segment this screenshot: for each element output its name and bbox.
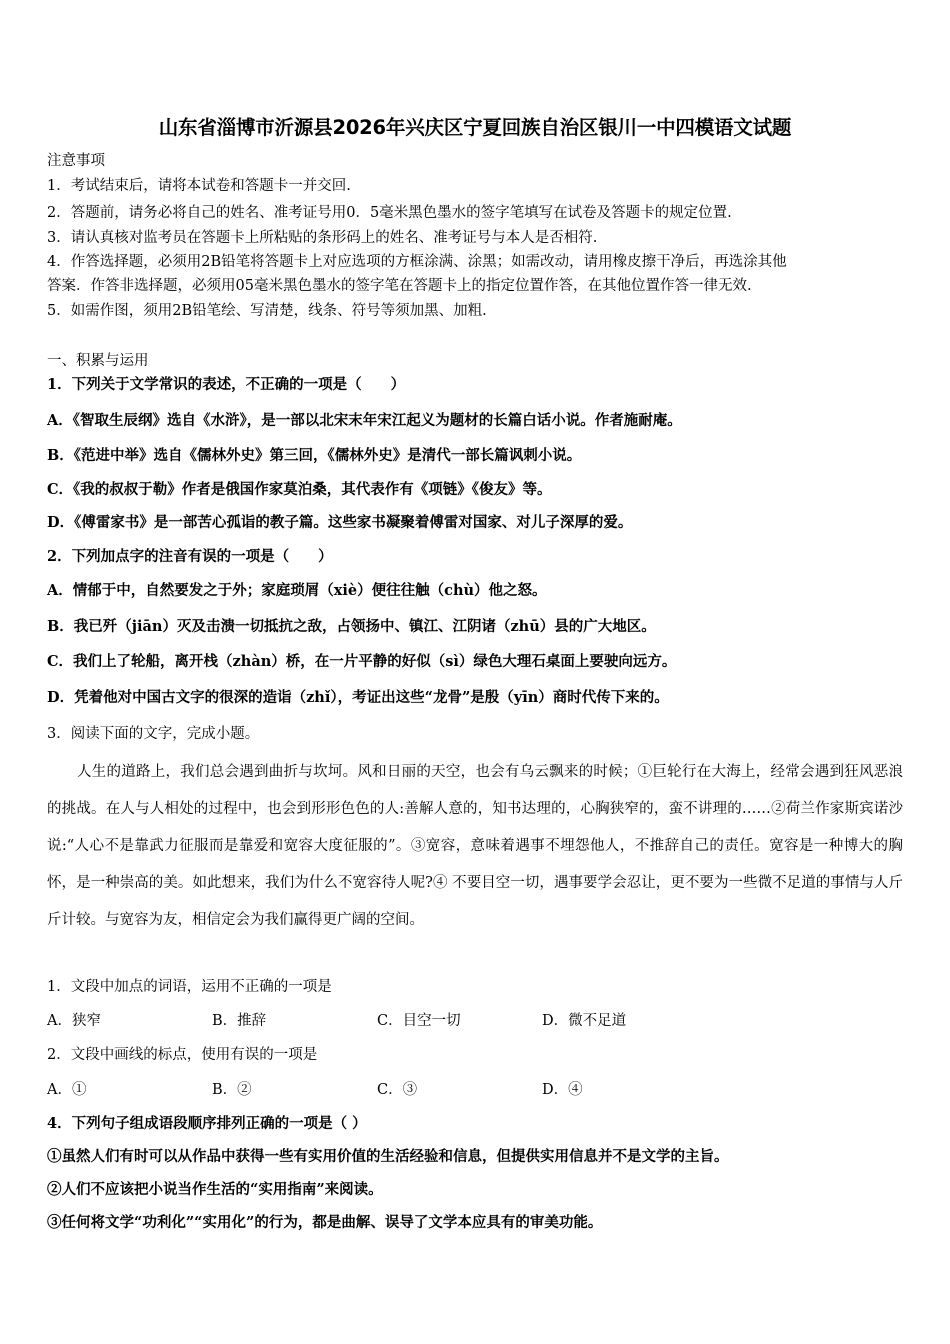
q2-option-d: D．凭着他对中国古文字的很深的造诣（zhǐ），考证出这些“龙骨”是殷（yīn）商时代传下来的。 — [47, 689, 669, 706]
notice-item-2: 2．答题前，请务必将自己的姓名、准考证号用0．5毫米黑色墨水的签字笔填写在试卷及答题卡的规定位置. — [47, 205, 732, 221]
q3-sub1-option-c: C．目空一切 — [377, 1013, 461, 1029]
notice-heading: 注意事项 — [47, 153, 105, 169]
notice-item-3: 3．请认真核对监考员在答题卡上所粘贴的条形码上的姓名、准考证号与本人是否相符. — [47, 230, 598, 246]
q3-sub2-option-a: A．① — [47, 1082, 87, 1098]
q1-option-a: A．《智取生辰纲》选自《水浒》，是一部以北宋末年宋江起义为题材的长篇白话小说。作者施耐庵。 — [47, 412, 682, 429]
q1-option-d: D．《傅雷家书》是一部苦心孤诣的教子篇。这些家书凝聚着傅雷对国家、对儿子深厚的爱。 — [47, 514, 633, 531]
notice-item-4: 4．作答选择题，必须用2B铅笔将答题卡上对应选项的方框涂满、涂黑；如需改动，请用橡皮擦干净后，再选涂其他 — [47, 254, 787, 270]
q3-sub2-option-d: D．④ — [542, 1082, 583, 1098]
q3-passage: 人生的道路上，我们总会遇到曲折与坎坷。风和日丽的天空，也会有乌云飘来的时候；①巨轮行在大海上，经常会遇到狂风恶浪的挑战。在人与人相处的过程中，也会到形形色色的人:善解人意的，知书达理的，心胸狭窄的，蛮不讲理的……②荷兰作家斯宾诺沙说:“人心不是靠武力征服而是靠爱和宽容大度征服的”。③宽容，意味着遇事不埋怨他人，不推辞自己的责任。宽容是一种博大的胸怀，是一种崇高的美。如此想来，我们为什么不宽容待人呢?④ 不要目空一切，遇事要学会忍让，更不要为一些微不足道的事情与人斤斤计较。与宽容为友，相信定会为我们赢得更广阔的空间。 — [47, 764, 903, 928]
q3-sub2-option-c: C．③ — [377, 1082, 418, 1098]
q1-option-b: B．《范进中举》选自《儒林外史》第三回，《儒林外史》是清代一部长篇讽刺小说。 — [47, 447, 582, 464]
notice-item-4-cont: 答案．作答非选择题，必须用05毫米黑色墨水的签字笔在答题卡上的指定位置作答，在其他位置作答一律无效. — [47, 278, 752, 294]
q2-option-a: A．情郁于中，自然要发之于外；家庭琐屑（xiè）便往往触（chù）他之怒。 — [47, 582, 547, 599]
q3-stem: 3．阅读下面的文字，完成小题。 — [47, 726, 260, 742]
q1-stem: 1．下列关于文学常识的表述，不正确的一项是（ ） — [47, 376, 406, 393]
exam-title: 山东省淄博市沂源县2026年兴庆区宁夏回族自治区银川一中四模语文试题 — [158, 116, 792, 139]
q3-sub1-option-d: D．微不足道 — [542, 1013, 627, 1029]
section-heading: 一、积累与运用 — [47, 353, 149, 369]
q2-option-c: C．我们上了轮船，离开栈（zhàn）桥，在一片平静的好似（sì）绿色大理石桌面上要驶向远方。 — [47, 653, 677, 670]
q3-sub1-option-b: B．推辞 — [212, 1013, 267, 1029]
q4-sentence-3: ③任何将文学“功利化”“实用化”的行为，都是曲解、误导了文学本应具有的审美功能。 — [47, 1214, 603, 1231]
q3-sub1-stem: 1．文段中加点的词语，运用不正确的一项是 — [47, 979, 332, 995]
q3-sub2-stem: 2．文段中画线的标点，使用有误的一项是 — [47, 1047, 318, 1063]
q1-option-c: C．《我的叔叔于勒》作者是俄国作家莫泊桑，其代表作有《项链》《俊友》等。 — [47, 481, 552, 498]
notice-item-5: 5．如需作图，须用2B铅笔绘、写清楚，线条、符号等须加黑、加粗. — [47, 303, 487, 319]
notice-item-1: 1．考试结束后，请将本试卷和答题卡一并交回. — [47, 178, 351, 194]
q3-sub1-option-a: A．狭窄 — [47, 1013, 101, 1029]
q2-option-b: B．我已歼（jiān）灭及击溃一切抵抗之敌，占领扬中、镇江、江阴诸（zhū）县的广大地区。 — [47, 618, 656, 635]
q4-sentence-2: ②人们不应该把小说当作生活的“实用指南”来阅读。 — [47, 1181, 383, 1198]
q2-stem: 2．下列加点字的注音有误的一项是（ ） — [47, 548, 333, 565]
q4-sentence-1: ①虽然人们有时可以从作品中获得一些有实用价值的生活经验和信息，但提供实用信息并不是文学的主旨。 — [47, 1148, 729, 1165]
q3-sub2-option-b: B．② — [212, 1082, 252, 1098]
q4-stem: 4．下列句子组成语段顺序排列正确的一项是（ ） — [47, 1115, 367, 1132]
